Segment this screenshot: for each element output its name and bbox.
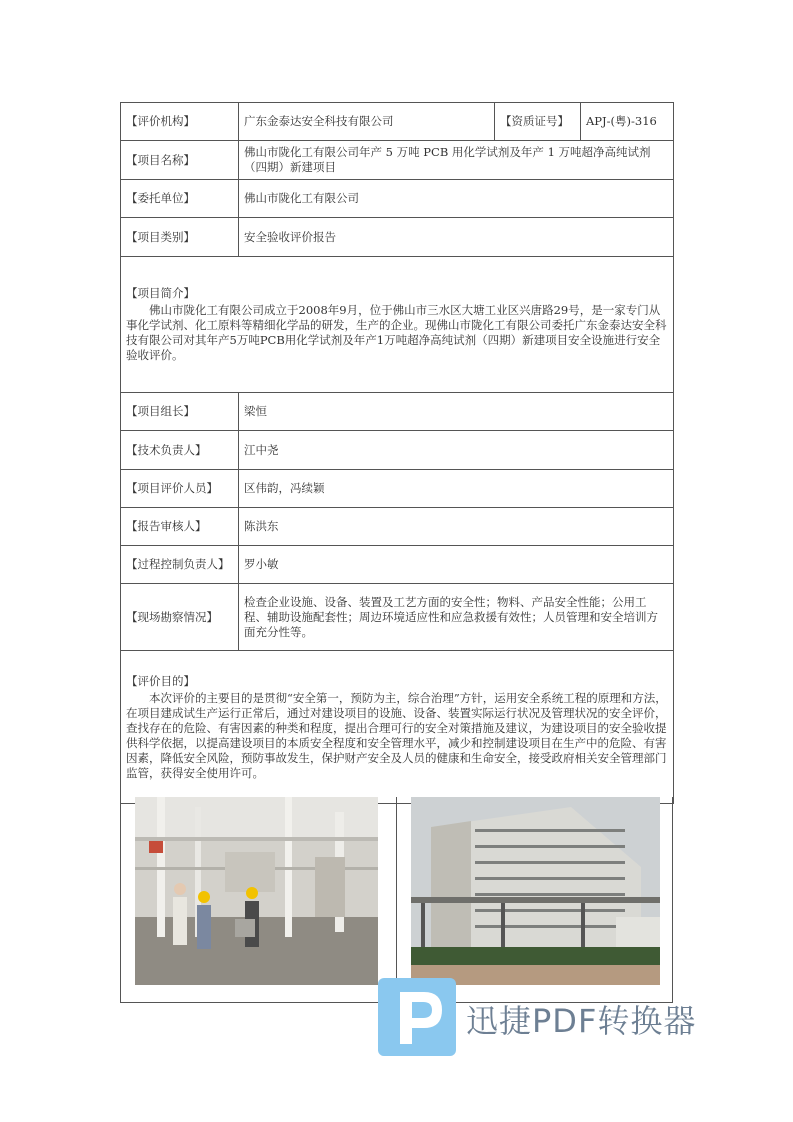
purpose-cell — [121, 651, 674, 804]
project-info-table — [120, 102, 674, 804]
row-intro — [121, 257, 674, 393]
tech-label: 【技术负责人】 — [121, 431, 239, 470]
intro-label: 【项目简介】 — [126, 286, 195, 300]
row-name — [121, 141, 674, 180]
photo-divider — [396, 797, 397, 1002]
watermark — [378, 978, 738, 1058]
row-org — [121, 103, 674, 141]
row-leader — [121, 393, 674, 431]
row-purpose — [121, 651, 674, 804]
row-reviewer — [121, 508, 674, 546]
process-label: 【过程控制负责人】 — [121, 546, 239, 584]
intro-text: 佛山市陇化工有限公司成立于2008年9月，位于佛山市三水区大塘工业区兴唐路29号，是一家专门从事化学试剂、化工原料等精细化学品的研发，生产的企业。现佛山市陇化工有限公司委托广东金泰达安全科技有限公司对其年产5万吨PCB用化学试剂及年产1万吨超净高纯试剂（四期）新建项目安全设施进行安全验收评价。 — [126, 303, 667, 362]
plant-building-illustration — [411, 797, 660, 985]
leader-label: 【项目组长】 — [121, 393, 239, 431]
type-value: 安全验收评价报告 — [239, 218, 674, 257]
site-value: 检查企业设施、设备、装置及工艺方面的安全性；物料、产品安全性能；公用工程、辅助设施配套性；周边环境适应性和应急救援有效性；人员管理和安全培训方面充分性等。 — [239, 584, 674, 651]
intro-cell — [121, 257, 674, 393]
row-site — [121, 584, 674, 651]
leader-value: 梁恒 — [239, 393, 674, 431]
reviewer-value: 陈洪东 — [239, 508, 674, 546]
cert-value: APJ-(粤)-316 — [581, 103, 674, 141]
process-value: 罗小敏 — [239, 546, 674, 584]
org-label: 【评价机构】 — [121, 103, 239, 141]
client-label: 【委托单位】 — [121, 180, 239, 218]
row-evaluator — [121, 470, 674, 508]
org-value: 广东金泰达安全科技有限公司 — [239, 103, 495, 141]
site-inspection-illustration — [135, 797, 378, 985]
client-value: 佛山市陇化工有限公司 — [239, 180, 674, 218]
photo-row — [120, 797, 673, 1003]
plant-building-photo — [411, 797, 660, 985]
purpose-label: 【评价目的】 — [126, 673, 195, 688]
reviewer-label: 【报告审核人】 — [121, 508, 239, 546]
cert-label: 【资质证号】 — [495, 103, 581, 141]
watermark-text: 迅捷PDF转换器 — [466, 1002, 697, 1040]
site-label: 【现场勘察情况】 — [121, 584, 239, 651]
purpose-text: 本次评价的主要目的是贯彻“安全第一，预防为主，综合治理”方针，运用安全系统工程的原理和方法，在项目建成试生产运行正常后，通过对建设项目的设施、设备、装置实际运行状况及管理状况的安全评价，查找存在的危险、有害因素的种类和程度，提出合理可行的安全对策措施及建议，为建设项目的安全验收提供科学依据，以提高建设项目的本质安全程度和安全管理水平，减少和控制建设项目在生产中的危险、有害因素，降低安全风险，预防事故发生，保护财产安全及人员的健康和生命安全，接受政府相关安全管理部门监管，获得安全使用许可。 — [126, 690, 667, 780]
row-process — [121, 546, 674, 584]
evaluator-label: 【项目评价人员】 — [121, 470, 239, 508]
row-client — [121, 180, 674, 218]
tech-value: 江中尧 — [239, 431, 674, 470]
pdf-converter-logo-icon — [378, 978, 456, 1056]
row-tech — [121, 431, 674, 470]
row-type — [121, 218, 674, 257]
type-label: 【项目类别】 — [121, 218, 239, 257]
name-label: 【项目名称】 — [121, 141, 239, 180]
site-inspection-photo — [135, 797, 378, 985]
name-value: 佛山市陇化工有限公司年产 5 万吨 PCB 用化学试剂及年产 1 万吨超净高纯试剂（四期）新建项目 — [239, 141, 674, 180]
evaluator-value: 区伟韵，冯续颖 — [239, 470, 674, 508]
